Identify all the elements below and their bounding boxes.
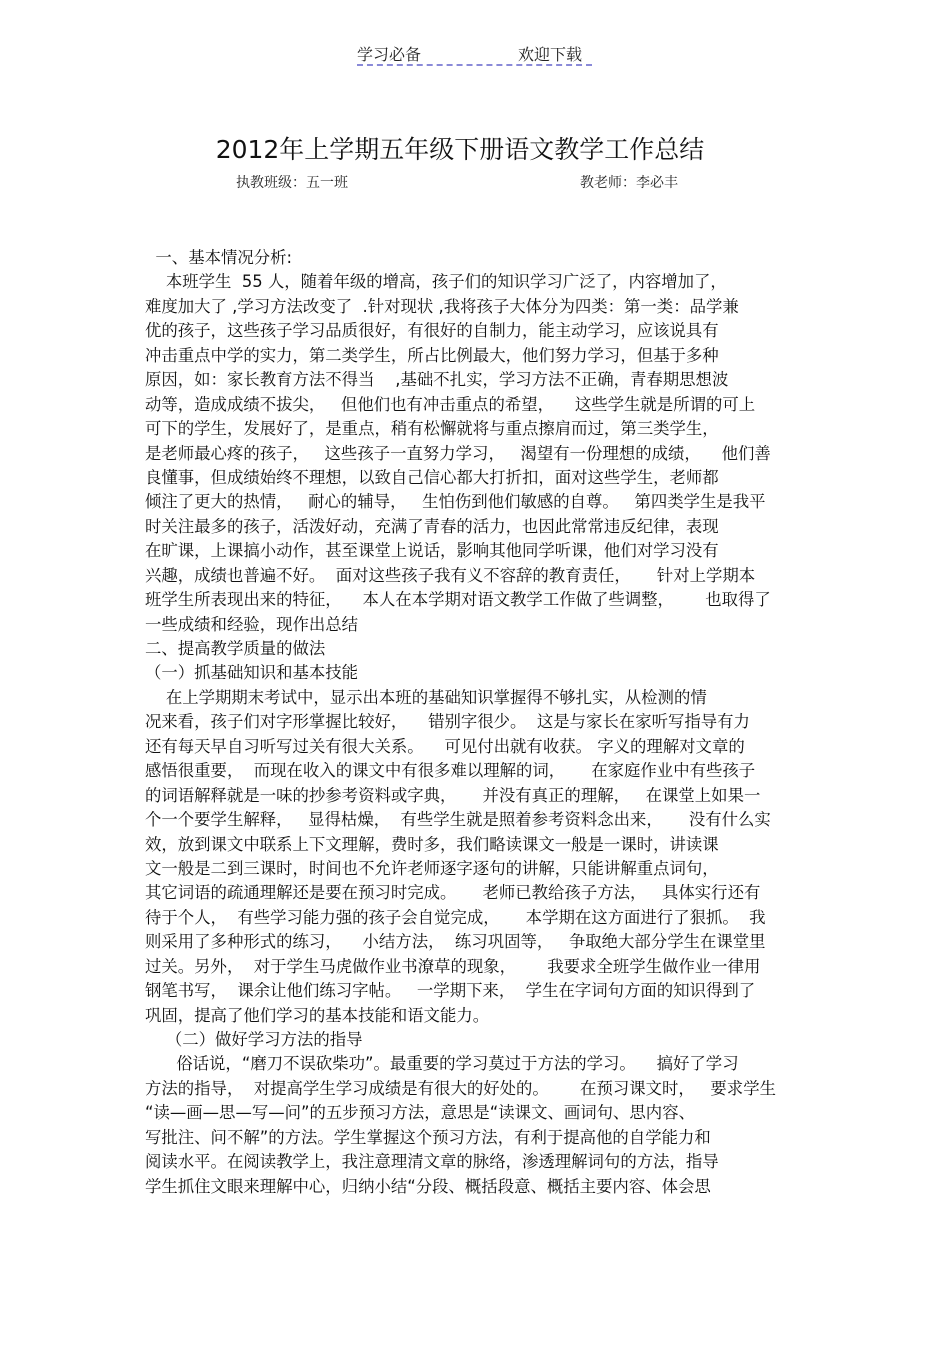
body-line: “读—画—思—写—问”的五步预习方法，意思是“读课文、画词句、思内容、 xyxy=(145,1103,695,1123)
body-line: 阅读水平。在阅读教学上，我注意理清文章的脉络，渗透理解词句的方法，指导 xyxy=(145,1152,719,1172)
body-line: 一些成绩和经验，现作出总结 xyxy=(145,614,359,634)
body-line: 文一般是二到三课时，时间也不允许老师逐字逐句的讲解，只能讲解重点词句， xyxy=(145,858,719,878)
body-line: 冲击重点中学的实力，第二类学生，所占比例最大，他们努力学习，但基于多种 xyxy=(145,345,719,365)
body-line: 优的孩子，这些孩子学习品质很好，有很好的自制力，能主动学习，应该说具有 xyxy=(145,321,719,341)
document-title: 2012年上学期五年级下册语文教学工作总结 xyxy=(215,135,705,164)
header-left-text: 学习必备 xyxy=(357,45,422,64)
body-line: 学生抓住文眼来理解中心，归纳小结“分段、概括段意、概括主要内容、体会思 xyxy=(145,1176,711,1196)
body-line: 兴趣，成绩也普遍不好。 面对这些孩子我有义不容辞的教育责任， 针对上学期本 xyxy=(145,565,756,585)
body-line: 时关注最多的孩子，活泼好动，充满了青春的活力，也因此常常违反纪律，表现 xyxy=(145,516,719,536)
class-info: 执教班级：五一班 xyxy=(236,175,348,191)
document-body xyxy=(145,246,810,1199)
body-line: 写批注、问不解”的方法。学生掌握这个预习方法，有利于提高他的自学能力和 xyxy=(145,1127,711,1147)
body-line: 则采用了多种形式的练习， 小结方法， 练习巩固等， 争取绝大部分学生在课堂里 xyxy=(145,932,766,952)
body-line: 在上学期期末考试中，显示出本班的基础知识掌握得不够扎实，从检测的情 xyxy=(145,687,707,707)
body-line: 还有每天早自习听写过关有很大关系。 可见付出就有收获。 字义的理解对文章的 xyxy=(145,736,745,756)
body-line: （一）抓基础知识和基本技能 xyxy=(145,663,359,683)
body-line: （二）做好学习方法的指导 xyxy=(145,1030,363,1049)
body-line: 个一个要学生解释， 显得枯燥， 有些学生就是照着参考资料念出来， 没有什么实 xyxy=(145,810,771,830)
header-dashed-underline xyxy=(357,64,592,66)
body-line: 班学生所表现出来的特征， 本人在本学期对语文教学工作做了些调整， 也取得了 xyxy=(145,590,771,610)
body-line: 良懂事，但成绩始终不理想，以致自己信心都大打折扣，面对这些学生，老师都 xyxy=(145,467,719,487)
body-line: 在旷课，上课搞小动作，甚至课堂上说话，影响其他同学听课，他们对学习没有 xyxy=(145,541,719,561)
body-line: 其它词语的疏通理解还是要在预习时完成。 老师已教给孩子方法， 具体实行还有 xyxy=(145,883,761,903)
body-line: 本班学生 55 人，随着年级的增高，孩子们的知识学习广泛了，内容增加了， xyxy=(145,272,727,292)
body-line: 俗话说，“磨刀不误砍柴功”。最重要的学习莫过于方法的学习。 搞好了学习 xyxy=(145,1054,739,1074)
teacher-info: 教老师：李必丰 xyxy=(580,175,678,191)
header-right-text: 欢迎下载 xyxy=(518,45,583,64)
body-line: 可下的学生，发展好了，是重点，稍有松懈就将与重点擦肩而过，第三类学生， xyxy=(145,419,719,439)
body-line: 难度加大了 ,学习方法改变了 .针对现状 ,我将孩子大体分为四类：第一类：品学兼 xyxy=(145,296,739,316)
body-line: 原因，如：家长教育方法不得当 ,基础不扎实，学习方法不正确，青春期思想波 xyxy=(145,370,729,390)
body-line: 钢笔书写， 课余让他们练习字帖。 一学期下来， 学生在字词句方面的知识得到了 xyxy=(145,981,756,1001)
body-line: 倾注了更大的热情， 耐心的辅导， 生怕伤到他们敏感的自尊。 第四类学生是我平 xyxy=(145,492,766,512)
body-line: 动等，造成成绩不拔尖， 但他们也有冲击重点的希望， 这些学生就是所谓的可上 xyxy=(145,394,756,414)
body-line: 二、提高教学质量的做法 xyxy=(145,639,326,658)
body-line: 况来看，孩子们对字形掌握比较好， 错别字很少。 这是与家长在家听写指导有力 xyxy=(145,712,750,732)
body-line: 过关。另外， 对于学生马虎做作业书潦草的现象， 我要求全班学生做作业一律用 xyxy=(145,956,761,976)
body-line: 待于个人， 有些学习能力强的孩子会自觉完成， 本学期在这方面进行了狠抓。 我 xyxy=(145,907,766,927)
body-line: 是老师最心疼的孩子， 这些孩子一直努力学习， 渴望有一份理想的成绩， 他们善 xyxy=(145,443,771,463)
body-line: 一、基本情况分析: xyxy=(145,248,293,267)
body-line: 的词语解释就是一味的抄参考资料或字典， 并没有真正的理解， 在课堂上如果一 xyxy=(145,785,761,805)
body-line: 效，放到课文中联系上下文理解，费时多，我们略读课文一般是一课时，讲读课 xyxy=(145,834,719,854)
body-line: 感悟很重要， 而现在收入的课文中有很多难以理解的词， 在家庭作业中有些孩子 xyxy=(145,761,756,781)
body-line: 方法的指导， 对提高学生学习成绩是有很大的好处的。 在预习课文时， 要求学生 xyxy=(145,1078,776,1098)
body-line: 巩固，提高了他们学习的基本技能和语文能力。 xyxy=(145,1005,490,1025)
